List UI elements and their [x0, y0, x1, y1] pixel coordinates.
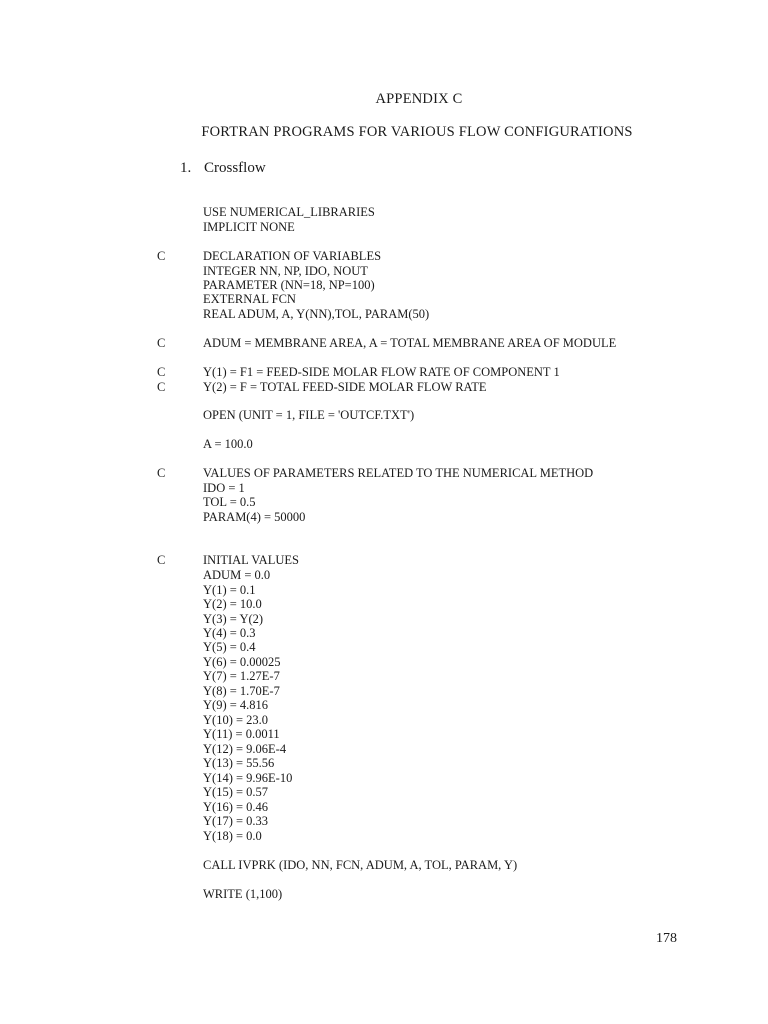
code-statement: Y(15) = 0.57 — [203, 785, 269, 799]
page-number: 178 — [656, 931, 677, 946]
code-statement: INTEGER NN, NP, IDO, NOUT — [203, 264, 368, 278]
code-comment: Y(2) = F = TOTAL FEED-SIDE MOLAR FLOW RATE — [203, 380, 487, 394]
code-statement: Y(13) = 55.56 — [203, 756, 275, 770]
code-statement: Y(7) = 1.27E-7 — [203, 669, 280, 683]
code-statement: IDO = 1 — [203, 481, 245, 495]
code-statement: Y(12) = 9.06E-4 — [203, 742, 287, 756]
code-statement: Y(6) = 0.00025 — [203, 655, 281, 669]
code-statement: Y(5) = 0.4 — [203, 640, 256, 654]
code-statement: A = 100.0 — [203, 437, 253, 451]
code-statement: REAL ADUM, A, Y(NN),TOL, PARAM(50) — [203, 307, 430, 321]
code-statement: Y(16) = 0.46 — [203, 800, 269, 814]
code-statement: PARAMETER (NN=18, NP=100) — [203, 278, 375, 292]
code-comment: INITIAL VALUES — [203, 553, 299, 567]
code-statement: OPEN (UNIT = 1, FILE = 'OUTCF.TXT') — [203, 408, 415, 422]
section-number: 1. — [180, 160, 192, 176]
code-statement: Y(9) = 4.816 — [203, 698, 269, 712]
code-comment: ADUM = MEMBRANE AREA, A = TOTAL MEMBRANE AREA OF MODULE — [203, 336, 617, 350]
code-statement: PARAM(4) = 50000 — [203, 510, 306, 524]
code-statement: IMPLICIT NONE — [203, 220, 295, 234]
comment-marker: C — [157, 365, 166, 379]
code-statement: Y(14) = 9.96E-10 — [203, 771, 293, 785]
appendix-subtitle: FORTRAN PROGRAMS FOR VARIOUS FLOW CONFIGURATIONS — [201, 124, 633, 140]
code-statement: ADUM = 0.0 — [203, 568, 271, 582]
comment-marker: C — [157, 336, 166, 350]
section-title: Crossflow — [204, 160, 266, 176]
code-comment: DECLARATION OF VARIABLES — [203, 249, 382, 263]
code-statement: Y(11) = 0.0011 — [203, 727, 280, 741]
code-comment: VALUES OF PARAMETERS RELATED TO THE NUMERICAL METHOD — [203, 466, 594, 480]
comment-marker: C — [157, 249, 166, 263]
code-statement: Y(18) = 0.0 — [203, 829, 262, 843]
code-statement: WRITE (1,100) — [203, 887, 283, 901]
section-heading — [180, 160, 266, 177]
appendix-title: APPENDIX C — [375, 91, 463, 107]
code-comment: Y(1) = F1 = FEED-SIDE MOLAR FLOW RATE OF COMPONENT 1 — [203, 365, 560, 379]
code-statement: Y(17) = 0.33 — [203, 814, 269, 828]
code-statement: Y(4) = 0.3 — [203, 626, 256, 640]
code-statement: Y(3) = Y(2) — [203, 612, 264, 626]
code-statement: Y(2) = 10.0 — [203, 597, 262, 611]
code-statement: TOL = 0.5 — [203, 495, 256, 509]
code-statement: Y(8) = 1.70E-7 — [203, 684, 280, 698]
code-statement: Y(10) = 23.0 — [203, 713, 269, 727]
code-statement: USE NUMERICAL_LIBRARIES — [203, 205, 375, 219]
comment-marker: C — [157, 466, 166, 480]
comment-marker: C — [157, 553, 166, 567]
code-statement: EXTERNAL FCN — [203, 292, 296, 306]
code-statement: CALL IVPRK (IDO, NN, FCN, ADUM, A, TOL, PARAM, Y) — [203, 858, 518, 872]
code-statement: Y(1) = 0.1 — [203, 583, 256, 597]
comment-marker: C — [157, 380, 166, 394]
